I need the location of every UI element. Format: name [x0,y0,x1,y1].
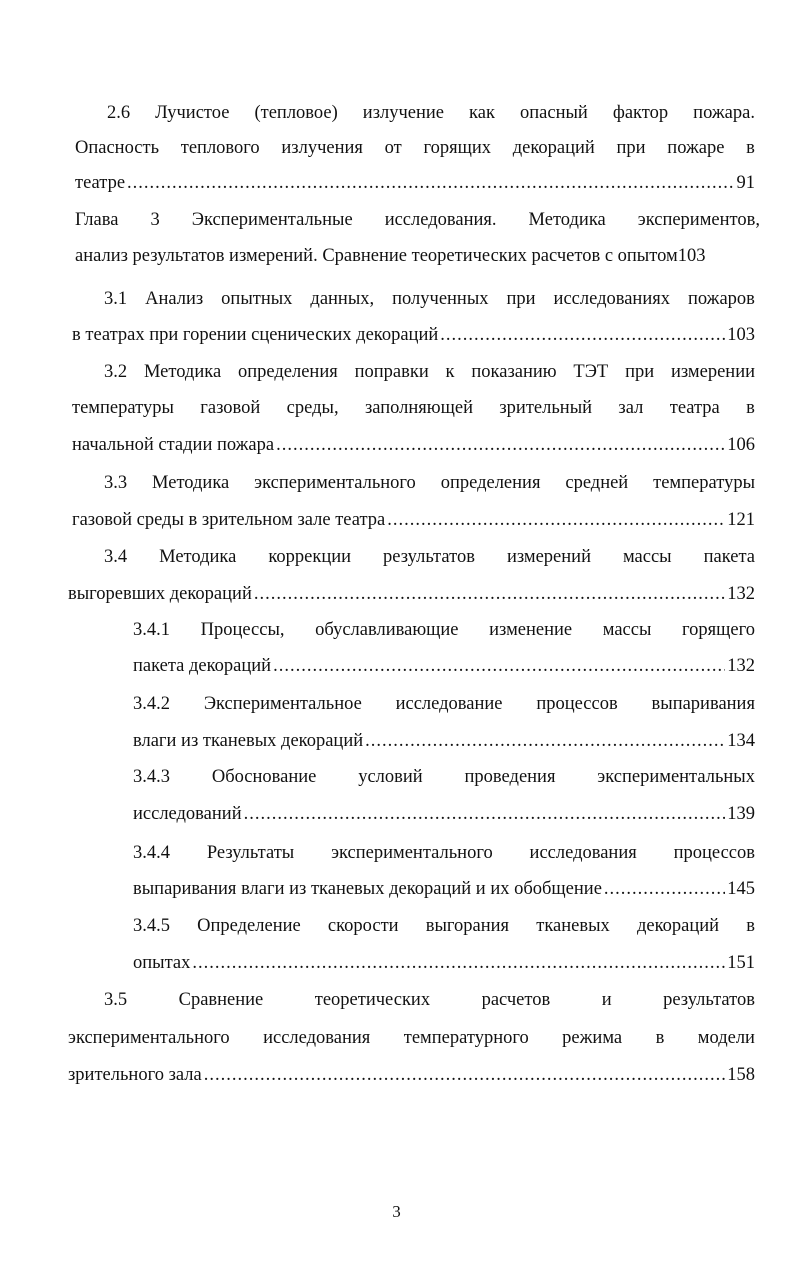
leader-dots [204,1060,726,1090]
page-number: 3 [392,1202,401,1221]
leader-dots [276,430,725,460]
toc-entry-line: 3.4 Методика коррекции результатов измерений массы пакета [104,547,755,567]
toc-page-number: 151 [727,953,755,973]
toc-entry-title-end: зрительного зала [68,1065,202,1085]
toc-entry-line: 3.4.5 Определение скорости выгорания тканевых декораций в [133,916,755,936]
toc-entry-line: экспериментального исследования температурного режима в модели [68,1028,755,1048]
toc-entry-line: 3.4.1 Процессы, обуславливающие изменение массы горящего [133,620,755,640]
toc-entry-line: температуры газовой среды, заполняющей зрительный зал театра в [72,398,755,418]
toc-entry-line: 3.4.2 Экспериментальное исследование процессов выпаривания [133,694,755,714]
toc-page-number: 134 [727,731,755,751]
toc-entry-line: 3.2 Методика определения поправки к показанию ТЭТ при измерении [104,362,755,382]
toc-entry-title-end: театре [75,173,126,193]
leader-dots [244,799,726,829]
toc-entry-last-line [72,505,755,535]
leader-dots [440,320,725,350]
toc-entry-title-end: газовой среды в зрительном зале театра [72,510,386,530]
leader-dots [127,168,734,198]
leader-dots [273,651,725,681]
toc-entry-line: 3.4.4 Результаты экспериментального исследования процессов [133,843,755,863]
toc-page-number: 106 [727,435,755,455]
toc-entry-line: 3.3 Методика экспериментального определения средней температуры [104,473,755,493]
toc-entry-title-end: опытах [133,953,191,973]
toc-entry-last-line [75,168,755,198]
toc-entry-last-line [72,320,755,350]
toc-entry-title-end: пакета декораций [133,656,272,676]
toc-page-number: 132 [727,656,755,676]
toc-entry-last-line [75,241,760,271]
toc-entry-title-end: выгоревших декораций [68,584,252,604]
toc-entry-line: Опасность теплового излучения от горящих декораций при пожаре в [75,138,755,158]
toc-entry-last-line [133,799,755,829]
toc-page-number: 139 [727,804,755,824]
toc-entry-last-line [72,430,755,460]
toc-entry-last-line [68,579,755,609]
toc-entry-title-end: выпаривания влаги из тканевых декораций и их обобщение [133,879,602,899]
toc-entry-last-line [133,874,755,904]
toc-entry-last-line [133,726,755,756]
toc-entry-line: 2.6 Лучистое (тепловое) излучение как опасный фактор пожара. [107,103,755,123]
toc-entry-last-line [133,948,755,978]
toc-page-number: 103 [727,325,755,345]
toc-entry-line: 3.4.3 Обоснование условий проведения экспериментальных [133,767,755,787]
leader-dots [604,874,725,904]
toc-page-number: 91 [736,173,755,193]
toc-page-number: 121 [727,510,755,530]
leader-dots [365,726,725,756]
toc-entry-title-end: в театрах при горении сценических декораций [72,325,439,345]
toc-entry-line: 3.1 Анализ опытных данных, полученных при исследованиях пожаров [104,289,755,309]
toc-entry-last-line [133,651,755,681]
toc-page-number: 145 [727,879,755,899]
toc-entry-line: 3.5 Сравнение теоретических расчетов и результатов [104,990,755,1010]
toc-page-number: 103 [677,246,706,266]
leader-dots [387,505,725,535]
leader-dots [254,579,725,609]
toc-page-number: 158 [727,1065,755,1085]
toc-entry-title-end: влаги из тканевых декораций [133,731,364,751]
toc-entry-title-end: исследований [133,804,242,824]
leader-dots [192,948,725,978]
toc-entry-line: Глава 3 Экспериментальные исследования. Методика экспериментов, [75,210,760,230]
toc-entry-title-end: анализ результатов измерений. Сравнение теоретических расчетов с опытом [75,246,678,266]
toc-entry-title-end: начальной стадии пожара [72,435,275,455]
toc-page-number: 132 [727,584,755,604]
toc-entry-last-line [68,1060,755,1090]
